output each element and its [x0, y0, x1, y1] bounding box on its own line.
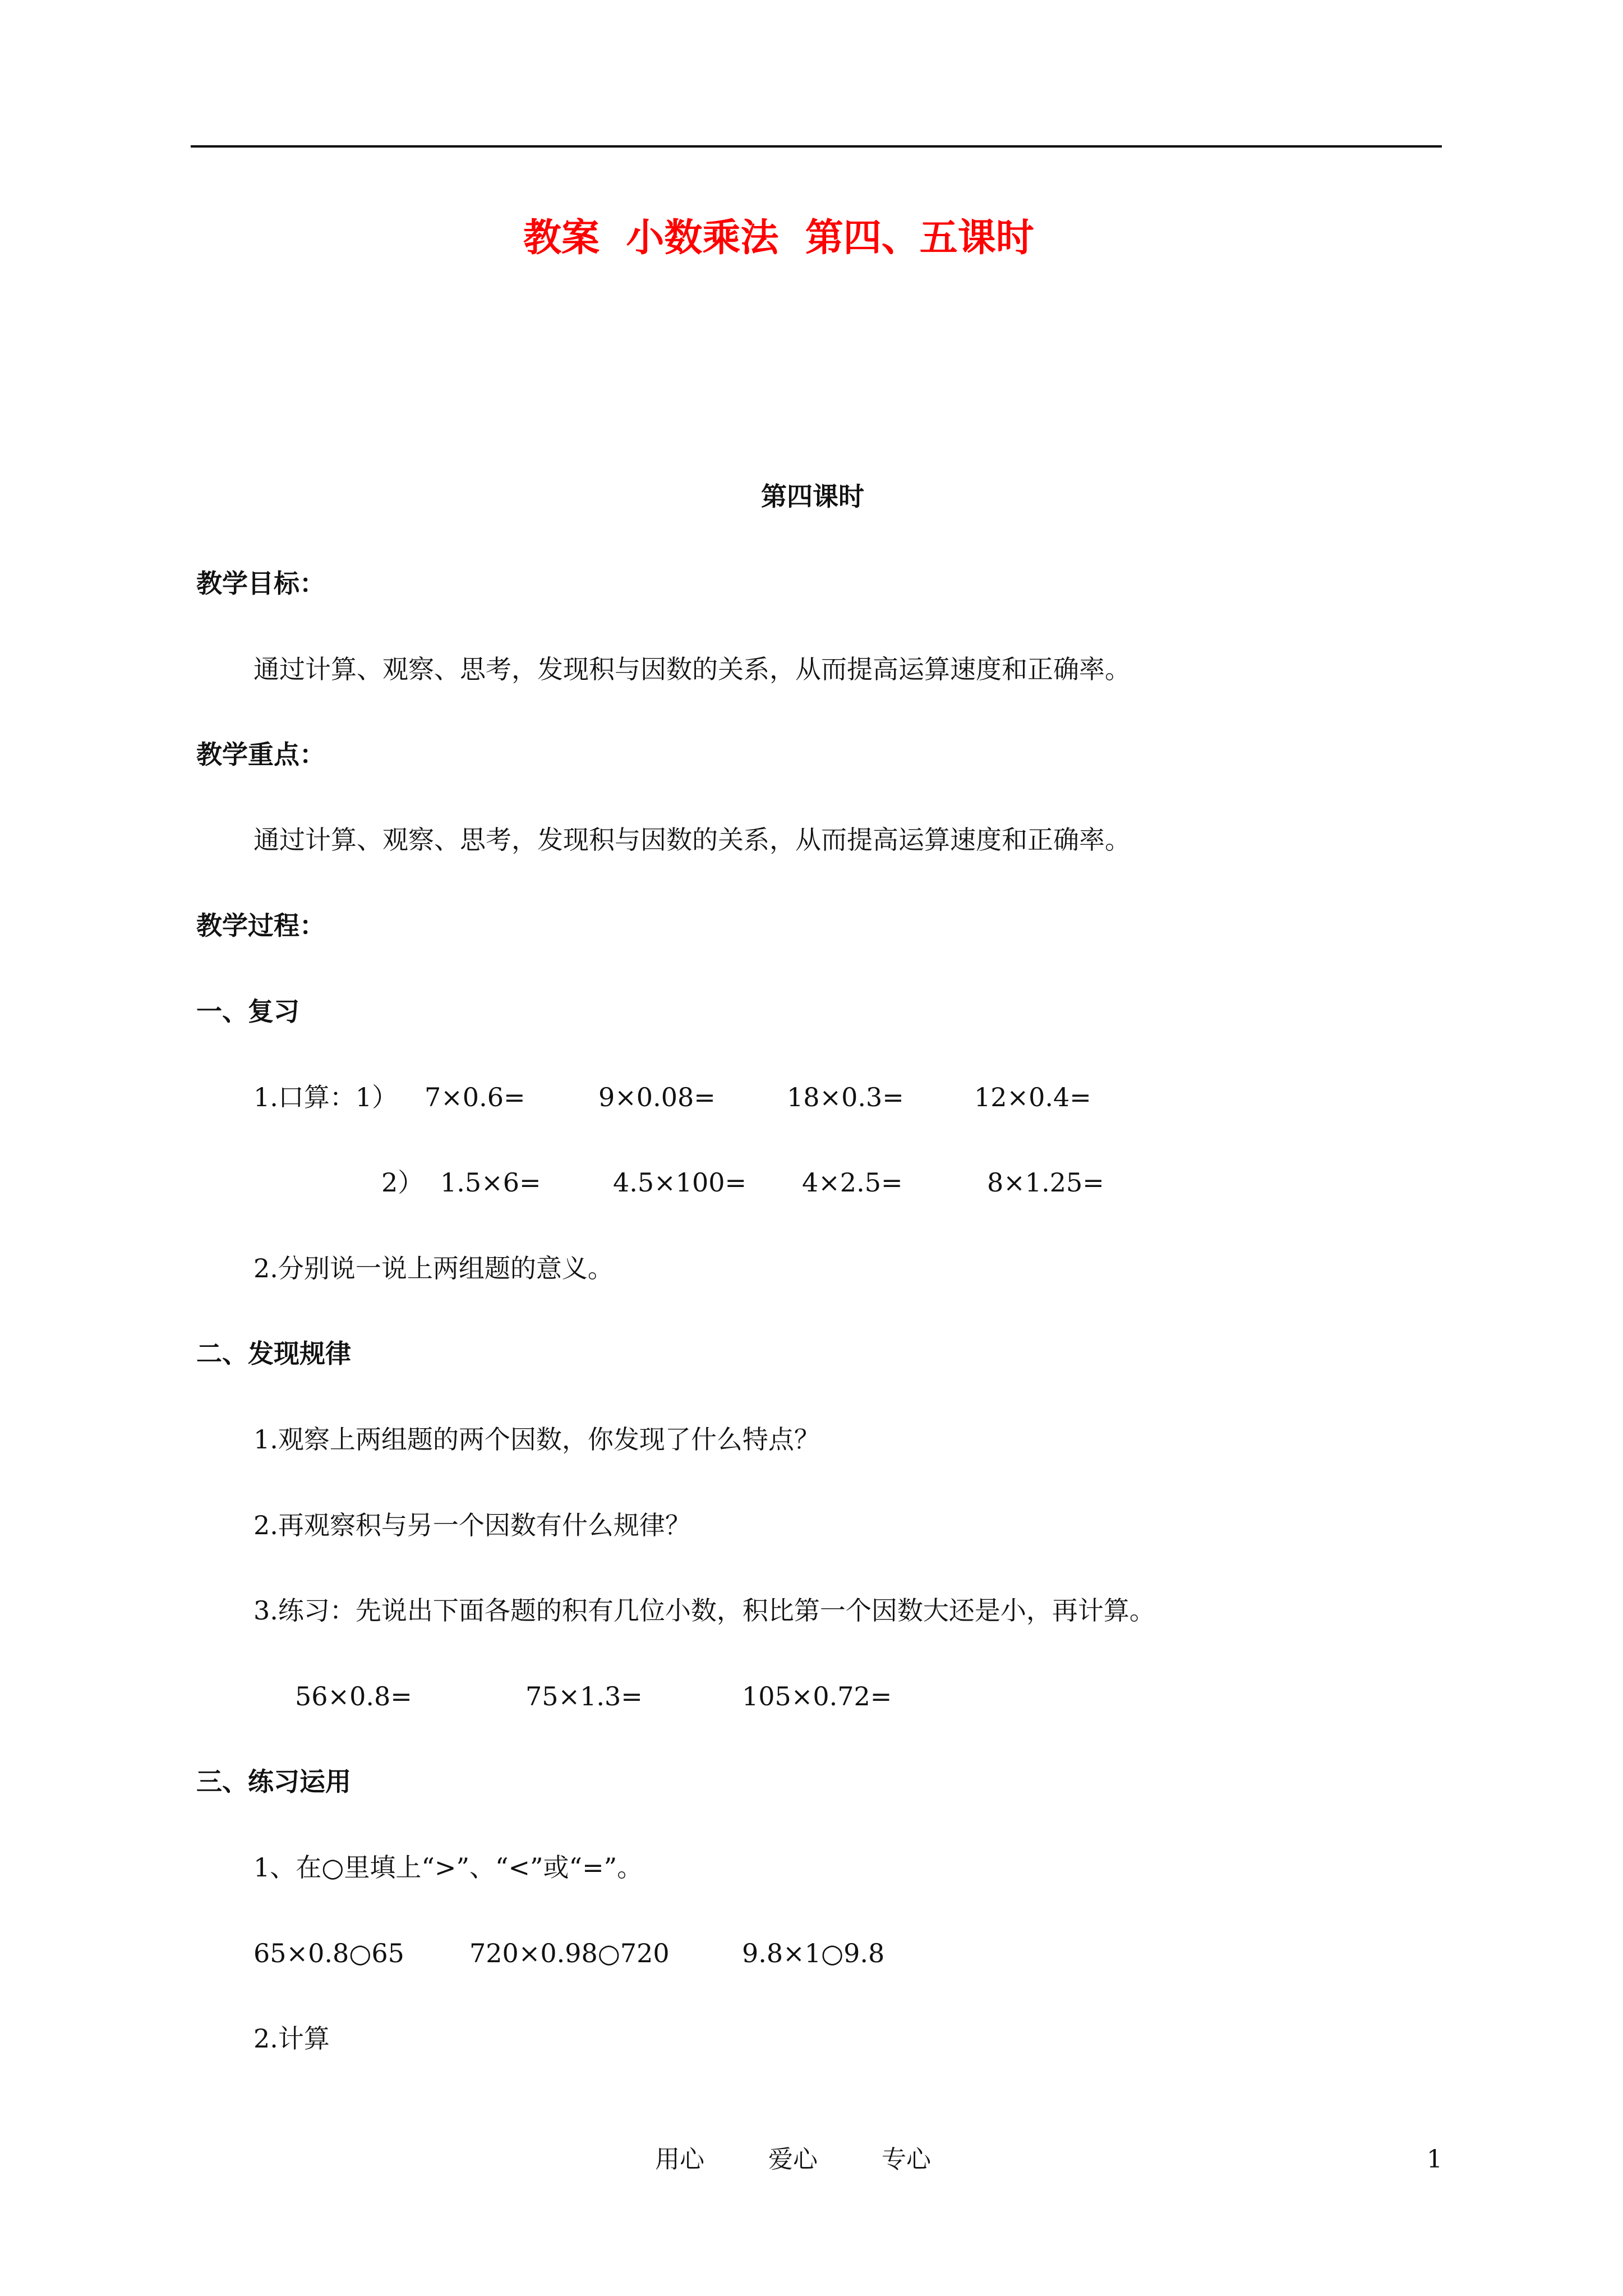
- discover-heading: 二、发现规律: [196, 1338, 351, 1369]
- review-q2: 2.分别说一说上两组题的意义。: [253, 1253, 614, 1283]
- discover-q3: 3.练习：先说出下面各题的积有几位小数，积比第一个因数大还是小，再计算。: [253, 1595, 1155, 1626]
- header-rule: [191, 145, 1442, 148]
- footer-word: 专心: [882, 2145, 931, 2174]
- document-title: 教案 小数乘法 第四、五课时: [523, 215, 1034, 260]
- exercise-item: 56×0.8=: [295, 1681, 412, 1711]
- goal-text: 通过计算、观察、思考，发现积与因数的关系，从而提高运算速度和正确率。: [253, 654, 1131, 684]
- footer-word: 用心: [655, 2145, 704, 2174]
- compare-item: 9.8×1○9.8: [742, 1938, 885, 1968]
- review-heading: 一、复习: [196, 996, 299, 1027]
- oral-calc-item: 12×0.4=: [974, 1082, 1091, 1112]
- oral-calc-item: 1.5×6=: [440, 1167, 541, 1198]
- exercise-item: 75×1.3=: [525, 1681, 643, 1711]
- oral-calc-item: 4×2.5=: [802, 1167, 903, 1198]
- footer-word: 爱心: [768, 2145, 818, 2174]
- oral-calc-item: 9×0.08=: [598, 1082, 716, 1112]
- exercise-item: 105×0.72=: [742, 1681, 892, 1711]
- oral-calc-label: 1.口算：1）: [253, 1082, 398, 1112]
- goal-heading: 教学目标：: [196, 568, 325, 599]
- lesson-subtitle: 第四课时: [761, 481, 864, 512]
- focus-heading: 教学重点：: [196, 739, 325, 770]
- oral-calc-item: 18×0.3=: [787, 1082, 904, 1112]
- compare-item: 720×0.98○720: [469, 1938, 670, 1968]
- oral-calc-item: 7×0.6=: [425, 1082, 525, 1112]
- focus-text: 通过计算、观察、思考，发现积与因数的关系，从而提高运算速度和正确率。: [253, 825, 1131, 855]
- practice-q2: 2.计算: [253, 2023, 330, 2054]
- process-heading: 教学过程：: [196, 910, 325, 941]
- oral-calc-item: 4.5×100=: [613, 1167, 747, 1198]
- practice-q1: 1、在○里填上“>”、“<”或“=”。: [253, 1852, 643, 1883]
- compare-item: 65×0.8○65: [253, 1938, 404, 1968]
- oral-calc-label-2: 2）: [381, 1167, 424, 1198]
- oral-calc-item: 8×1.25=: [987, 1167, 1104, 1198]
- page-number: 1: [1427, 2145, 1442, 2174]
- discover-q1: 1.观察上两组题的两个因数，你发现了什么特点？: [253, 1424, 820, 1455]
- practice-heading: 三、练习运用: [196, 1766, 351, 1797]
- discover-q2: 2.再观察积与另一个因数有什么规律？: [253, 1510, 691, 1540]
